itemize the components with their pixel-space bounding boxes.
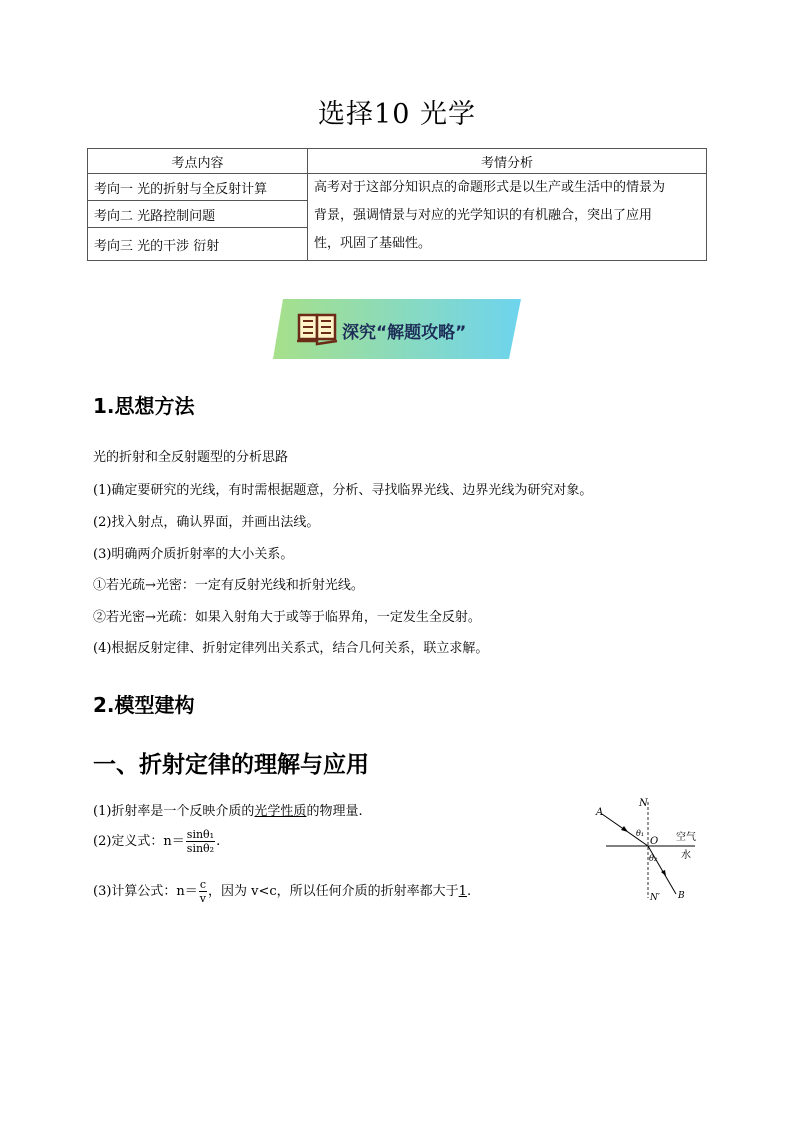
label-theta1: θ₁ — [636, 829, 645, 838]
table-cell-topic: 考向二 光路控制问题 — [88, 201, 308, 228]
table-cell-topic: 考向一 光的折射与全反射计算 — [88, 174, 308, 201]
underlined-answer: 光学性质 — [254, 804, 307, 819]
text-line — [93, 800, 363, 819]
fraction — [186, 828, 215, 855]
section-heading: 2.模型建构 — [93, 693, 195, 717]
book-icon — [297, 315, 337, 344]
refracted-arrow-icon — [661, 870, 666, 876]
table-header-cell: 考情分析 — [308, 149, 707, 174]
table-cell-topic: 考向三 光的干涉 衍射 — [88, 228, 308, 261]
fraction-numerator: c — [199, 878, 206, 891]
text-line: 光的折射和全反射题型的分析思路 — [93, 450, 289, 465]
analysis-line: 性，巩固了基础性。 — [314, 236, 432, 251]
label-theta2: θ₂ — [649, 854, 658, 863]
fraction-denominator: v — [199, 892, 207, 905]
page-title: 选择10 光学 — [318, 99, 476, 130]
label-O: O — [650, 836, 659, 847]
fraction — [199, 878, 207, 905]
banner-title: 深究“解题攻略” — [342, 323, 467, 343]
text-fragment: ，因为 v<c，所以任何介质的折射率都大于 — [208, 884, 459, 899]
formula-line — [93, 828, 220, 855]
text-line: (4)根据反射定律、折射定律列出关系式，结合几何关系，联立求解。 — [93, 641, 489, 656]
analysis-line: 背景，强调情景与对应的光学知识的有机融合，突出了应用 — [314, 208, 653, 223]
table-cell-analysis — [308, 174, 707, 261]
text-fragment: (3)计算公式：n＝ — [93, 884, 198, 899]
label-N-prime: N′ — [650, 893, 660, 903]
section-heading: 一、折射定律的理解与应用 — [93, 752, 369, 778]
text-fragment: (1)折射率是一个反映介质的 — [93, 804, 255, 819]
text-line: (2)找入射点，确认界面，并画出法线。 — [93, 515, 320, 530]
text-fragment: 的物理量. — [306, 804, 363, 819]
label-A: A — [596, 807, 604, 818]
table-header-cell: 考点内容 — [88, 149, 308, 174]
table-row — [88, 174, 707, 201]
label-N: N — [639, 798, 648, 809]
text-line: ①若光疏→光密：一定有反射光线和折射光线。 — [93, 578, 364, 593]
underlined-answer: 1 — [458, 884, 467, 899]
refraction-diagram — [590, 796, 700, 906]
topic-table — [87, 148, 707, 261]
label-water: 水 — [681, 850, 691, 861]
fraction-numerator: sinθ₁ — [186, 828, 215, 841]
text-line: (1)确定要研究的光线，有时需根据题意，分析、寻找临界光线、边界光线为研究对象。 — [93, 483, 593, 498]
text-fragment: . — [216, 834, 221, 849]
section-heading: 1.思想方法 — [93, 394, 195, 418]
fraction-denominator: sinθ₂ — [186, 842, 215, 855]
text-fragment: (2)定义式：n＝ — [93, 834, 185, 849]
analysis-line: 高考对于这部分知识点的命题形式是以生产或生活中的情景为 — [314, 180, 666, 195]
table-header-row — [88, 149, 707, 174]
text-line: (3)明确两介质折射率的大小关系。 — [93, 547, 294, 562]
text-fragment: . — [466, 884, 472, 899]
label-B: B — [678, 891, 685, 901]
formula-line — [93, 878, 471, 905]
label-air: 空气 — [676, 832, 696, 843]
incident-arrow-icon — [621, 826, 628, 832]
text-line: ②若光密→光疏：如果入射角大于或等于临界角，一定发生全反射。 — [93, 610, 481, 625]
